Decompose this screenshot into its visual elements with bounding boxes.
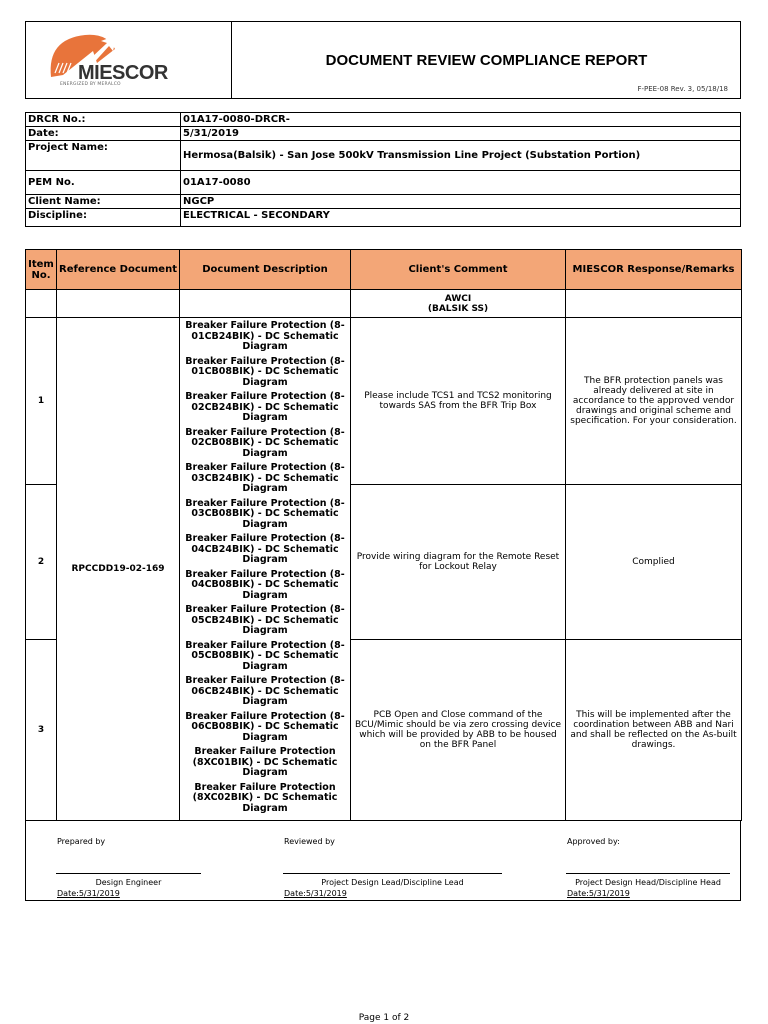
signature-line xyxy=(566,873,730,874)
description-item: Breaker Failure Protection (8XC01BIK) - DC Schematic Diagram xyxy=(192,746,338,778)
description-item: Breaker Failure Protection (8-02CB24BIK) - DC Schematic Diagram xyxy=(185,391,345,423)
info-value: NGCP xyxy=(181,195,741,209)
table-row xyxy=(26,318,742,485)
client-comment: Please include TCS1 and TCS2 monitoring towards SAS from the BFR Trip Box xyxy=(351,318,566,485)
info-value: 5/31/2019 xyxy=(181,127,741,141)
info-label: Client Name: xyxy=(26,195,181,209)
item-number: 3 xyxy=(26,640,57,821)
info-row xyxy=(26,113,741,127)
info-row xyxy=(26,195,741,209)
page-number: Page 1 of 2 xyxy=(358,1013,410,1023)
col-header-item: Item No. xyxy=(26,250,57,290)
description-item: Breaker Failure Protection (8XC02BIK) - DC Schematic Diagram xyxy=(192,781,338,814)
table-header-row xyxy=(26,250,742,290)
reviewed-by-role: Project Design Lead/Discipline Lead xyxy=(321,878,464,887)
info-row xyxy=(26,171,741,195)
info-value: 01A17-0080 xyxy=(181,171,741,195)
info-label: Project Name: xyxy=(26,141,181,171)
compliance-table xyxy=(25,249,742,821)
signature-block xyxy=(25,820,741,901)
document-title: DOCUMENT REVIEW COMPLIANCE REPORT xyxy=(325,52,648,69)
description-item: Breaker Failure Protection (8-03CB24BIK) - DC Schematic Diagram xyxy=(185,462,345,494)
description-item: Breaker Failure Protection (8-06CB24BIK) - DC Schematic Diagram xyxy=(185,675,345,707)
info-row xyxy=(26,127,741,141)
reviewed-by-label: Reviewed by xyxy=(284,837,335,846)
section-title-line: (BALSIK SS) xyxy=(427,303,489,314)
reviewed-by-date: Date:5/31/2019 xyxy=(284,889,347,898)
description-item: Breaker Failure Protection (8-06CB08BIK) - DC Schematic Diagram xyxy=(185,710,345,743)
prepared-by-role: Design Engineer xyxy=(95,878,162,887)
item-number: 1 xyxy=(26,318,57,485)
col-header-response: MIESCOR Response/Remarks xyxy=(566,250,742,290)
description-item: Breaker Failure Protection (8-04CB24BIK) - DC Schematic Diagram xyxy=(185,533,345,565)
item-number: 2 xyxy=(26,485,57,640)
info-label: Date: xyxy=(26,127,181,141)
miescor-response: Complied xyxy=(566,485,742,640)
approved-by-date: Date:5/31/2019 xyxy=(567,889,630,898)
logo-wordmark: MIESCOR xyxy=(78,62,168,84)
client-comment: PCB Open and Close command of the BCU/Mimic should be via zero crossing device which will be provided by ABB to be housed on the BFR Panel xyxy=(351,640,566,821)
miescor-response: The BFR protection panels was already delivered at site in accordance to the approved vendor drawings and original scheme and specification. For your consideration. xyxy=(566,318,742,485)
signature-line xyxy=(283,873,502,874)
info-value: Hermosa(Balsik) - San Jose 500kV Transmission Line Project (Substation Portion) xyxy=(181,141,741,171)
col-header-comment: Client's Comment xyxy=(351,250,566,290)
prepared-by-date: Date:5/31/2019 xyxy=(57,889,120,898)
description-item: Breaker Failure Protection (8-05CB08BIK) - DC Schematic Diagram xyxy=(185,639,345,672)
miescor-response: This will be implemented after the coordination between ABB and Nari and shall be reflected on the As-built drawings. xyxy=(566,640,742,821)
section-row xyxy=(26,290,742,318)
reference-document: RPCCDD19-02-169 xyxy=(57,318,180,821)
info-label: DRCR No.: xyxy=(26,113,181,127)
info-row xyxy=(26,209,741,227)
document-description xyxy=(180,318,351,821)
description-item: Breaker Failure Protection (8-01CB24BIK) - DC Schematic Diagram xyxy=(185,320,345,352)
approved-by-label: Approved by: xyxy=(567,837,620,846)
info-row xyxy=(26,141,741,171)
report-info-table xyxy=(25,112,741,227)
info-label: PEM No. xyxy=(26,171,181,195)
signature-line xyxy=(56,873,201,874)
section-title-line: AWCI xyxy=(444,293,472,304)
description-item: Breaker Failure Protection (8-04CB08BIK) - DC Schematic Diagram xyxy=(185,568,345,601)
info-label: Discipline: xyxy=(26,209,181,227)
col-header-reference: Reference Document xyxy=(57,250,180,290)
form-number: F-PEE-08 Rev. 3, 05/18/18 xyxy=(637,85,728,93)
client-comment: Provide wiring diagram for the Remote Reset for Lockout Relay xyxy=(351,485,566,640)
col-header-description: Document Description xyxy=(180,250,351,290)
section-title xyxy=(351,290,566,318)
description-item: Breaker Failure Protection (8-01CB08BIK) - DC Schematic Diagram xyxy=(185,355,345,388)
info-value: 01A17-0080-DRCR- xyxy=(181,113,741,127)
prepared-by-label: Prepared by xyxy=(57,837,106,846)
description-item: Breaker Failure Protection (8-02CB08BIK) - DC Schematic Diagram xyxy=(185,426,345,459)
approved-by-role: Project Design Head/Discipline Head xyxy=(575,878,721,887)
info-value: ELECTRICAL - SECONDARY xyxy=(181,209,741,227)
description-item: Breaker Failure Protection (8-03CB08BIK) - DC Schematic Diagram xyxy=(185,497,345,530)
description-item: Breaker Failure Protection (8-05CB24BIK) - DC Schematic Diagram xyxy=(185,604,345,636)
logo-tagline: ENERGIZED BY MERALCO xyxy=(60,82,121,87)
